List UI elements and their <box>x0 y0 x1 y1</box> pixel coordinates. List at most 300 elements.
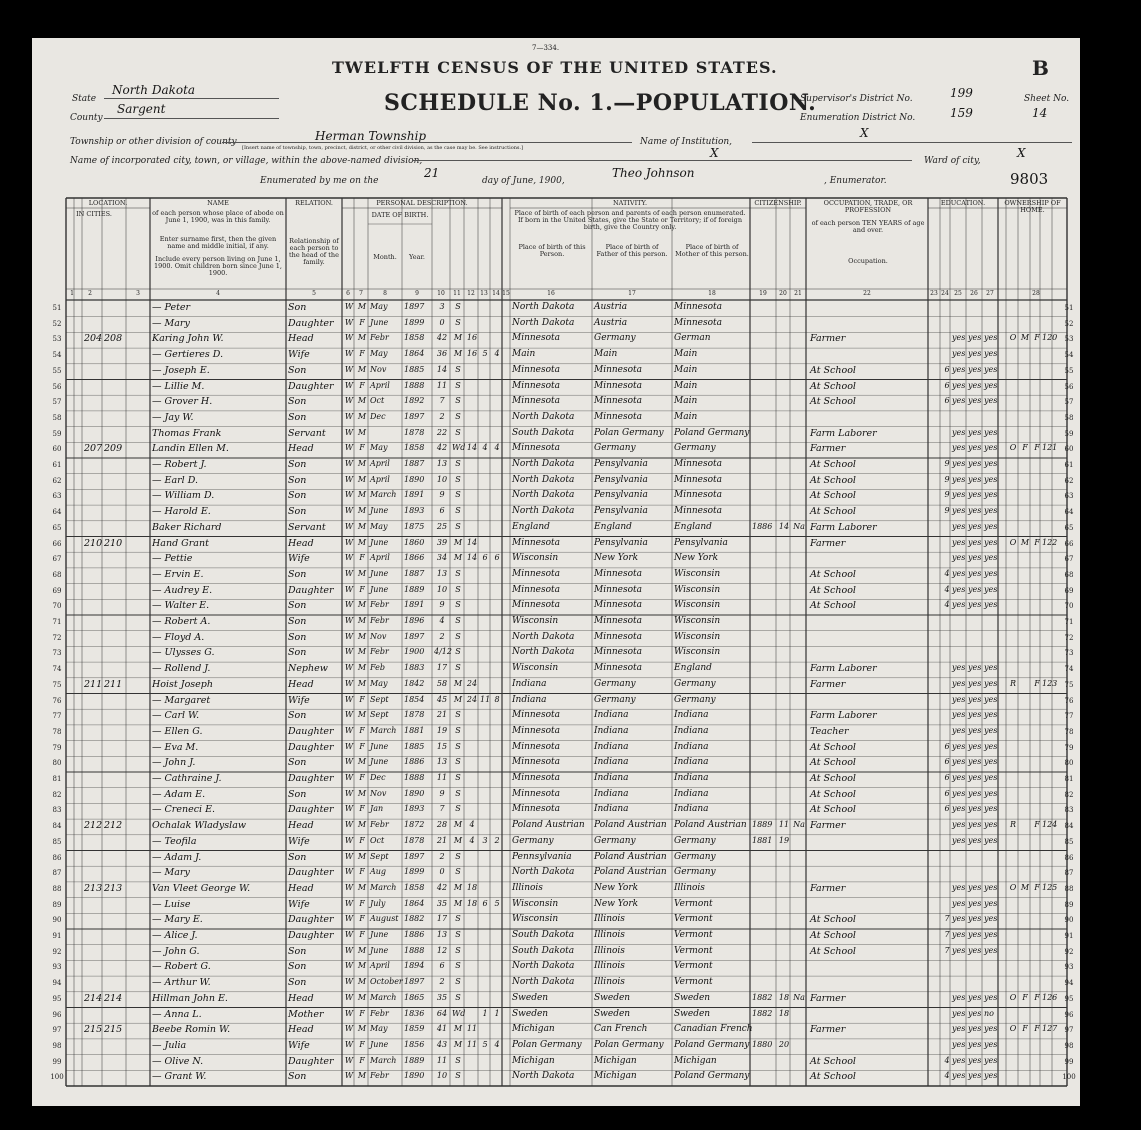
cell-month: June <box>370 1039 389 1049</box>
cell-rel: Son <box>288 757 307 769</box>
cell-wr: yes <box>968 600 982 610</box>
cell-name: Thomas Frank <box>152 427 222 439</box>
table-row <box>32 552 1080 567</box>
line-number-right: 64 <box>1064 508 1074 517</box>
cell-pobf: Pensylvania <box>594 474 648 485</box>
line-number-right: 85 <box>1064 837 1074 846</box>
cell-age: 4/12 <box>434 647 452 657</box>
state-line <box>104 98 279 99</box>
cell-month: Aug <box>370 867 387 877</box>
table-row <box>32 772 1080 787</box>
cell-pobm: Poland Austrian <box>674 820 747 831</box>
table-row <box>32 380 1080 395</box>
cell-pob: North Dakota <box>512 474 575 485</box>
cell-rd: yes <box>952 694 966 704</box>
column-number: 3 <box>136 290 140 297</box>
cell-rd: yes <box>952 380 966 390</box>
cell-month: Nov <box>370 631 387 641</box>
cell-pobm: Poland Germany <box>674 1071 750 1082</box>
county-label: County <box>70 113 103 123</box>
line-number-right: 69 <box>1064 586 1074 595</box>
cell-year: 1858 <box>404 882 425 892</box>
cell-pobm: Wisconsin <box>674 568 721 579</box>
cell-name: — Margaret <box>152 694 211 706</box>
occupation-description: of each person TEN YEARS of age and over. <box>811 219 925 234</box>
line-number-right: 60 <box>1064 445 1074 454</box>
cell-occ: At School <box>810 568 856 580</box>
cell-rel: Head <box>288 537 314 549</box>
cell-wr: yes <box>968 568 982 578</box>
cell-rd: yes <box>952 1024 966 1034</box>
line-number-right: 90 <box>1064 916 1074 925</box>
cell-wr: yes <box>968 553 982 563</box>
cell-fam: 210 <box>104 537 123 549</box>
enumerator-label: , Enumerator. <box>824 176 887 186</box>
month-header: Month. <box>373 253 397 261</box>
table-row <box>32 1055 1080 1070</box>
line-number-left: 57 <box>52 398 62 407</box>
cell-color: W <box>344 443 354 453</box>
line-number-left: 64 <box>52 508 62 517</box>
table-row <box>32 521 1080 536</box>
cell-month: Febr <box>370 600 389 610</box>
cell-month: October <box>370 977 403 987</box>
cell-pobm: Michigan <box>674 1055 717 1066</box>
cell-rd: yes <box>952 1008 966 1018</box>
table-row <box>32 803 1080 818</box>
cell-rd: yes <box>952 930 966 939</box>
cell-sex: M <box>357 788 367 798</box>
cell-pobf: Polan Germany <box>594 1039 664 1050</box>
cell-pob: Michigan <box>512 1055 555 1066</box>
cell-name: — Rollend J. <box>152 663 211 675</box>
cell-pobf: Poland Austrian <box>594 851 667 862</box>
cell-color: W <box>344 317 354 327</box>
cell-pobm: Main <box>674 380 698 391</box>
cell-born: 5 <box>482 1039 488 1049</box>
cell-mar: S <box>455 647 461 657</box>
cell-color: W <box>344 882 354 892</box>
cell-mar: S <box>455 317 461 327</box>
cell-rel: Son <box>288 474 307 486</box>
cell-en: yes <box>984 459 998 468</box>
cell-pobm: Germany <box>674 443 716 454</box>
cell-pobf: Minnesota <box>594 568 643 579</box>
cell-month: March <box>370 992 397 1002</box>
birth-father-header: Place of birth of Father of this person. <box>596 243 668 258</box>
cell-pobm: Indiana <box>674 725 709 736</box>
cell-pob: Minnesota <box>512 773 561 783</box>
cell-mar: S <box>455 725 461 735</box>
cell-wr: yes <box>968 678 982 688</box>
line-number-left: 82 <box>52 790 62 799</box>
cell-sched: 123 <box>1042 678 1058 688</box>
cell-mar: S <box>455 364 461 374</box>
table-row <box>32 678 1080 693</box>
cell-pob: South Dakota <box>512 945 575 956</box>
cell-en: yes <box>984 773 998 782</box>
cell-month: August <box>370 914 399 924</box>
cell-pob: Indiana <box>512 678 547 689</box>
cell-month: Dec <box>370 411 386 421</box>
cell-own: O <box>1009 1024 1017 1034</box>
cell-imm: 1889 <box>752 820 773 830</box>
cell-rel: Wife <box>288 694 310 706</box>
line-number-right: 94 <box>1064 979 1074 988</box>
cell-wr: yes <box>968 1055 982 1065</box>
cell-name: Ochalak Wladyslaw <box>152 820 246 832</box>
cell-color: W <box>344 427 354 437</box>
cell-age: 39 <box>436 537 448 547</box>
cell-occ: Farmer <box>810 678 846 690</box>
cell-dw: 215 <box>84 1024 103 1036</box>
cell-color: W <box>344 1055 354 1065</box>
cell-pob: South Dakota <box>512 930 575 940</box>
cell-sch: 6 <box>944 788 950 798</box>
cell-sch: 6 <box>944 757 950 767</box>
cell-wr: yes <box>968 349 982 359</box>
column-number: 7 <box>359 290 363 297</box>
line-number-right: 91 <box>1064 932 1074 940</box>
personal-group-header: PERSONAL DESCRIPTION. <box>376 199 468 207</box>
cell-liv: 1 <box>494 1008 500 1018</box>
cell-rel: Son <box>288 459 307 470</box>
cell-born: 11 <box>480 694 491 704</box>
cell-pobm: Vermont <box>674 945 713 956</box>
line-number-right: 92 <box>1064 947 1074 956</box>
cell-color: W <box>344 1071 354 1081</box>
cell-age: 7 <box>439 396 445 406</box>
cell-sch: 6 <box>944 364 950 374</box>
cell-color: W <box>344 459 354 468</box>
cell-year: 1897 <box>404 977 425 987</box>
table-row <box>32 851 1080 866</box>
cell-sex: F <box>359 835 365 845</box>
table-row <box>32 709 1080 724</box>
cell-year: 1899 <box>404 867 425 877</box>
line-number-right: 56 <box>1064 382 1074 391</box>
cell-pobf: New York <box>594 898 639 909</box>
cell-mar: Wd <box>452 1008 466 1018</box>
cell-en: yes <box>984 427 998 437</box>
cell-name: — Ulysses G. <box>152 647 215 659</box>
cell-rel: Head <box>288 820 314 832</box>
cell-sched: 126 <box>1042 992 1058 1002</box>
cell-en: yes <box>984 396 998 406</box>
line-number-left: 62 <box>52 476 62 485</box>
line-number-right: 71 <box>1064 618 1074 626</box>
cell-rd: yes <box>952 663 966 673</box>
cell-rel: Son <box>288 568 307 580</box>
city-value: X <box>710 146 719 160</box>
cell-wr: yes <box>968 364 982 374</box>
cell-name: — Ervin E. <box>152 568 204 580</box>
year-header: Year. <box>409 253 425 261</box>
cell-rd: yes <box>952 490 966 500</box>
cell-pob: Wisconsin <box>512 663 559 674</box>
cell-mort: F <box>1022 992 1028 1002</box>
cell-year: 1894 <box>404 961 425 971</box>
cell-rel: Daughter <box>288 930 334 941</box>
cell-own: O <box>1009 882 1017 892</box>
cell-rel: Daughter <box>288 317 334 329</box>
table-row <box>32 332 1080 347</box>
cell-yrs: 4 <box>469 835 475 845</box>
cell-pob: North Dakota <box>512 631 575 642</box>
cell-pobf: Minnesota <box>594 411 643 422</box>
cell-age: 42 <box>436 882 448 892</box>
cell-pobf: Pensylvania <box>594 490 648 501</box>
cell-dw: 204 <box>84 333 103 345</box>
cell-year: 1886 <box>404 930 425 939</box>
cell-liv: 6 <box>494 553 500 563</box>
cell-yrs: 14 <box>466 537 478 547</box>
cell-pob: North Dakota <box>512 411 575 422</box>
cell-year: 1885 <box>404 364 425 374</box>
line-number-left: 53 <box>52 335 62 344</box>
cell-pobf: Minnesota <box>594 616 643 626</box>
cell-month: April <box>370 459 390 468</box>
cell-year: 1858 <box>404 443 425 453</box>
cell-born: 3 <box>482 835 488 845</box>
table-row <box>32 505 1080 520</box>
cell-pobf: Indiana <box>594 757 629 768</box>
table-row <box>32 725 1080 740</box>
cell-wr: yes <box>968 725 982 735</box>
table-row <box>32 866 1080 881</box>
cell-sex: M <box>357 977 367 987</box>
table-row <box>32 427 1080 442</box>
enumeration-district-label: Enumeration District No. <box>800 113 916 123</box>
table-row <box>32 411 1080 426</box>
cell-en: yes <box>984 882 998 892</box>
line-number-right: 73 <box>1064 649 1074 658</box>
cell-color: W <box>344 820 354 830</box>
cell-occ: Farmer <box>810 882 846 894</box>
line-number-left: 60 <box>52 445 62 454</box>
cell-name: — Cathraine J. <box>152 773 222 784</box>
cell-mort: M <box>1020 882 1030 892</box>
cell-month: March <box>370 882 397 892</box>
cell-mar: S <box>455 914 461 924</box>
cell-occ: Farm Laborer <box>810 427 877 439</box>
cell-occ: At School <box>810 506 856 518</box>
cell-color: W <box>344 773 354 782</box>
line-number-right: 80 <box>1064 759 1074 768</box>
cell-color: W <box>344 992 354 1002</box>
cell-fam: 208 <box>104 333 123 345</box>
cell-pobm: Indiana <box>674 788 709 799</box>
cell-rd: yes <box>952 1039 966 1049</box>
line-number-right: 83 <box>1064 806 1074 815</box>
cell-pob: Illinois <box>512 882 543 893</box>
cell-pobm: Indiana <box>674 741 709 752</box>
birth-mother-header: Place of birth of Mother of this person. <box>675 243 749 258</box>
line-number-right: 65 <box>1064 523 1074 532</box>
cell-en: yes <box>984 1024 998 1034</box>
cell-sex: M <box>357 1024 367 1034</box>
cell-liv: 4 <box>494 443 500 453</box>
table-row <box>32 913 1080 928</box>
cell-age: 2 <box>439 411 445 421</box>
cell-year: 1890 <box>404 1071 425 1081</box>
name-note-2: Include every person living on June 1, 1900. Omit children born since June 1, 1900. <box>154 255 282 277</box>
cell-name: — Lillie M. <box>152 380 205 392</box>
cell-pob: Minnesota <box>512 568 561 579</box>
line-number-left: 87 <box>52 869 62 878</box>
cell-name: — Gertieres D. <box>152 349 224 361</box>
cell-mar: S <box>455 568 461 578</box>
cell-yus: 20 <box>778 1039 790 1049</box>
cell-pobf: Illinois <box>594 961 625 972</box>
cell-name: — Walter E. <box>152 600 210 612</box>
cell-color: W <box>344 788 354 798</box>
cell-month: May <box>370 1024 388 1034</box>
cell-sex: M <box>357 600 367 610</box>
table-row <box>32 945 1080 960</box>
cell-pobm: Indiana <box>674 804 709 815</box>
cell-occ: Teacher <box>810 725 849 737</box>
cell-pobm: Wisconsin <box>674 600 721 611</box>
cell-pobm: Wisconsin <box>674 647 721 658</box>
table-row <box>32 819 1080 834</box>
line-number-right: 97 <box>1064 1026 1074 1035</box>
cell-rel: Wife <box>288 835 310 847</box>
cell-pobm: Sweden <box>674 992 711 1003</box>
cell-mar: M <box>453 882 463 892</box>
cell-month: April <box>370 474 390 484</box>
cell-mar: S <box>455 663 461 673</box>
cell-occ: Farmer <box>810 443 846 455</box>
cell-sex: M <box>357 663 367 673</box>
cell-wr: yes <box>968 474 982 484</box>
cell-year: 1854 <box>404 694 425 704</box>
cell-yrs: 24 <box>466 694 478 704</box>
form-number: 7—334. <box>532 44 560 52</box>
cell-mar: S <box>455 521 461 531</box>
cell-sched: 121 <box>1042 443 1058 453</box>
cell-pob: England <box>512 521 550 532</box>
line-number-left: 78 <box>52 727 62 736</box>
cell-month: March <box>370 490 397 500</box>
cell-sex: M <box>357 616 367 625</box>
city-line <box>412 160 912 161</box>
cell-pobm: Minnesota <box>674 317 723 328</box>
line-number-right: 96 <box>1064 1010 1074 1019</box>
cell-rel: Head <box>288 992 314 1004</box>
cell-color: W <box>344 867 354 877</box>
cell-name: — Mary E. <box>152 914 203 926</box>
date-of-birth-header: DATE OF BIRTH. <box>371 211 429 219</box>
cell-wr: yes <box>968 694 982 704</box>
cell-yrs: 16 <box>466 349 478 359</box>
cell-mar: S <box>455 1055 461 1065</box>
cell-mar: M <box>453 333 463 343</box>
cell-yus: 19 <box>778 835 790 845</box>
cell-rd: yes <box>952 521 966 531</box>
cell-en: yes <box>984 694 998 704</box>
cell-age: 11 <box>436 1055 448 1065</box>
cell-occ: At School <box>810 396 856 408</box>
cell-pob: Pennsylvania <box>512 851 572 862</box>
cell-age: 3 <box>439 302 445 311</box>
cell-month: Feb <box>370 663 385 673</box>
cell-mar: M <box>453 898 463 908</box>
cell-age: 11 <box>436 380 448 390</box>
line-number-right: 78 <box>1064 727 1074 736</box>
cell-pobf: Illinois <box>594 930 625 940</box>
line-number-left: 92 <box>52 947 62 956</box>
cell-month: Nov <box>370 364 387 374</box>
cell-pobm: Poland Germany <box>674 1039 750 1050</box>
cell-year: 1885 <box>404 741 425 751</box>
cell-rel: Head <box>288 1024 314 1036</box>
cell-sex: M <box>357 302 367 311</box>
cell-pobm: England <box>674 663 712 674</box>
birth-person-header: Place of birth of this Person. <box>518 243 586 258</box>
cell-color: W <box>344 804 354 814</box>
cell-pobm: Sweden <box>674 1008 711 1019</box>
cell-age: 17 <box>436 663 448 673</box>
cell-pobf: Pensylvania <box>594 537 648 548</box>
cell-rd: yes <box>952 678 966 688</box>
cell-month: June <box>370 930 389 939</box>
cell-en: yes <box>984 804 998 814</box>
cell-mar: S <box>455 961 461 971</box>
cell-en: yes <box>984 506 998 516</box>
cell-color: W <box>344 553 354 563</box>
line-number-left: 96 <box>52 1010 62 1019</box>
cell-color: W <box>344 474 354 484</box>
cell-dw: 212 <box>84 820 103 832</box>
cell-en: yes <box>984 788 998 798</box>
cell-pobm: New York <box>674 553 719 564</box>
cell-wr: yes <box>968 788 982 798</box>
cell-sex: M <box>357 396 367 406</box>
column-number: 19 <box>759 290 767 297</box>
cell-name: — Audrey E. <box>152 584 213 596</box>
cell-year: 1893 <box>404 804 425 814</box>
cell-sex: F <box>359 914 365 924</box>
cell-rd: yes <box>952 1071 966 1081</box>
cell-year: 1878 <box>404 835 425 845</box>
cell-rel: Daughter <box>288 867 334 879</box>
line-number-right: 100 <box>1062 1073 1076 1082</box>
cell-fam: 212 <box>104 820 123 832</box>
cell-age: 9 <box>439 600 445 610</box>
cell-rd: yes <box>952 945 966 955</box>
cell-rel: Daughter <box>288 773 334 784</box>
cell-occ: At School <box>810 914 856 926</box>
cell-pobm: Wisconsin <box>674 584 721 595</box>
institution-value: X <box>860 126 869 140</box>
cell-year: 1872 <box>404 820 425 830</box>
table-row <box>32 929 1080 944</box>
occupation-group-header: OCCUPATION, TRADE, OR PROFESSION <box>823 199 913 214</box>
cell-color: W <box>344 302 354 311</box>
cell-month: May <box>370 678 388 688</box>
supervisor-district-value: 199 <box>950 86 973 100</box>
cell-pobm: Illinois <box>674 882 705 893</box>
cell-color: W <box>344 1039 354 1049</box>
cell-pobf: Minnesota <box>594 663 643 674</box>
line-number-right: 76 <box>1064 696 1074 705</box>
line-number-right: 57 <box>1064 398 1074 407</box>
cell-age: 0 <box>439 317 445 327</box>
cell-mort: M <box>1020 537 1030 547</box>
cell-mar: M <box>453 678 463 688</box>
cell-color: W <box>344 930 354 939</box>
